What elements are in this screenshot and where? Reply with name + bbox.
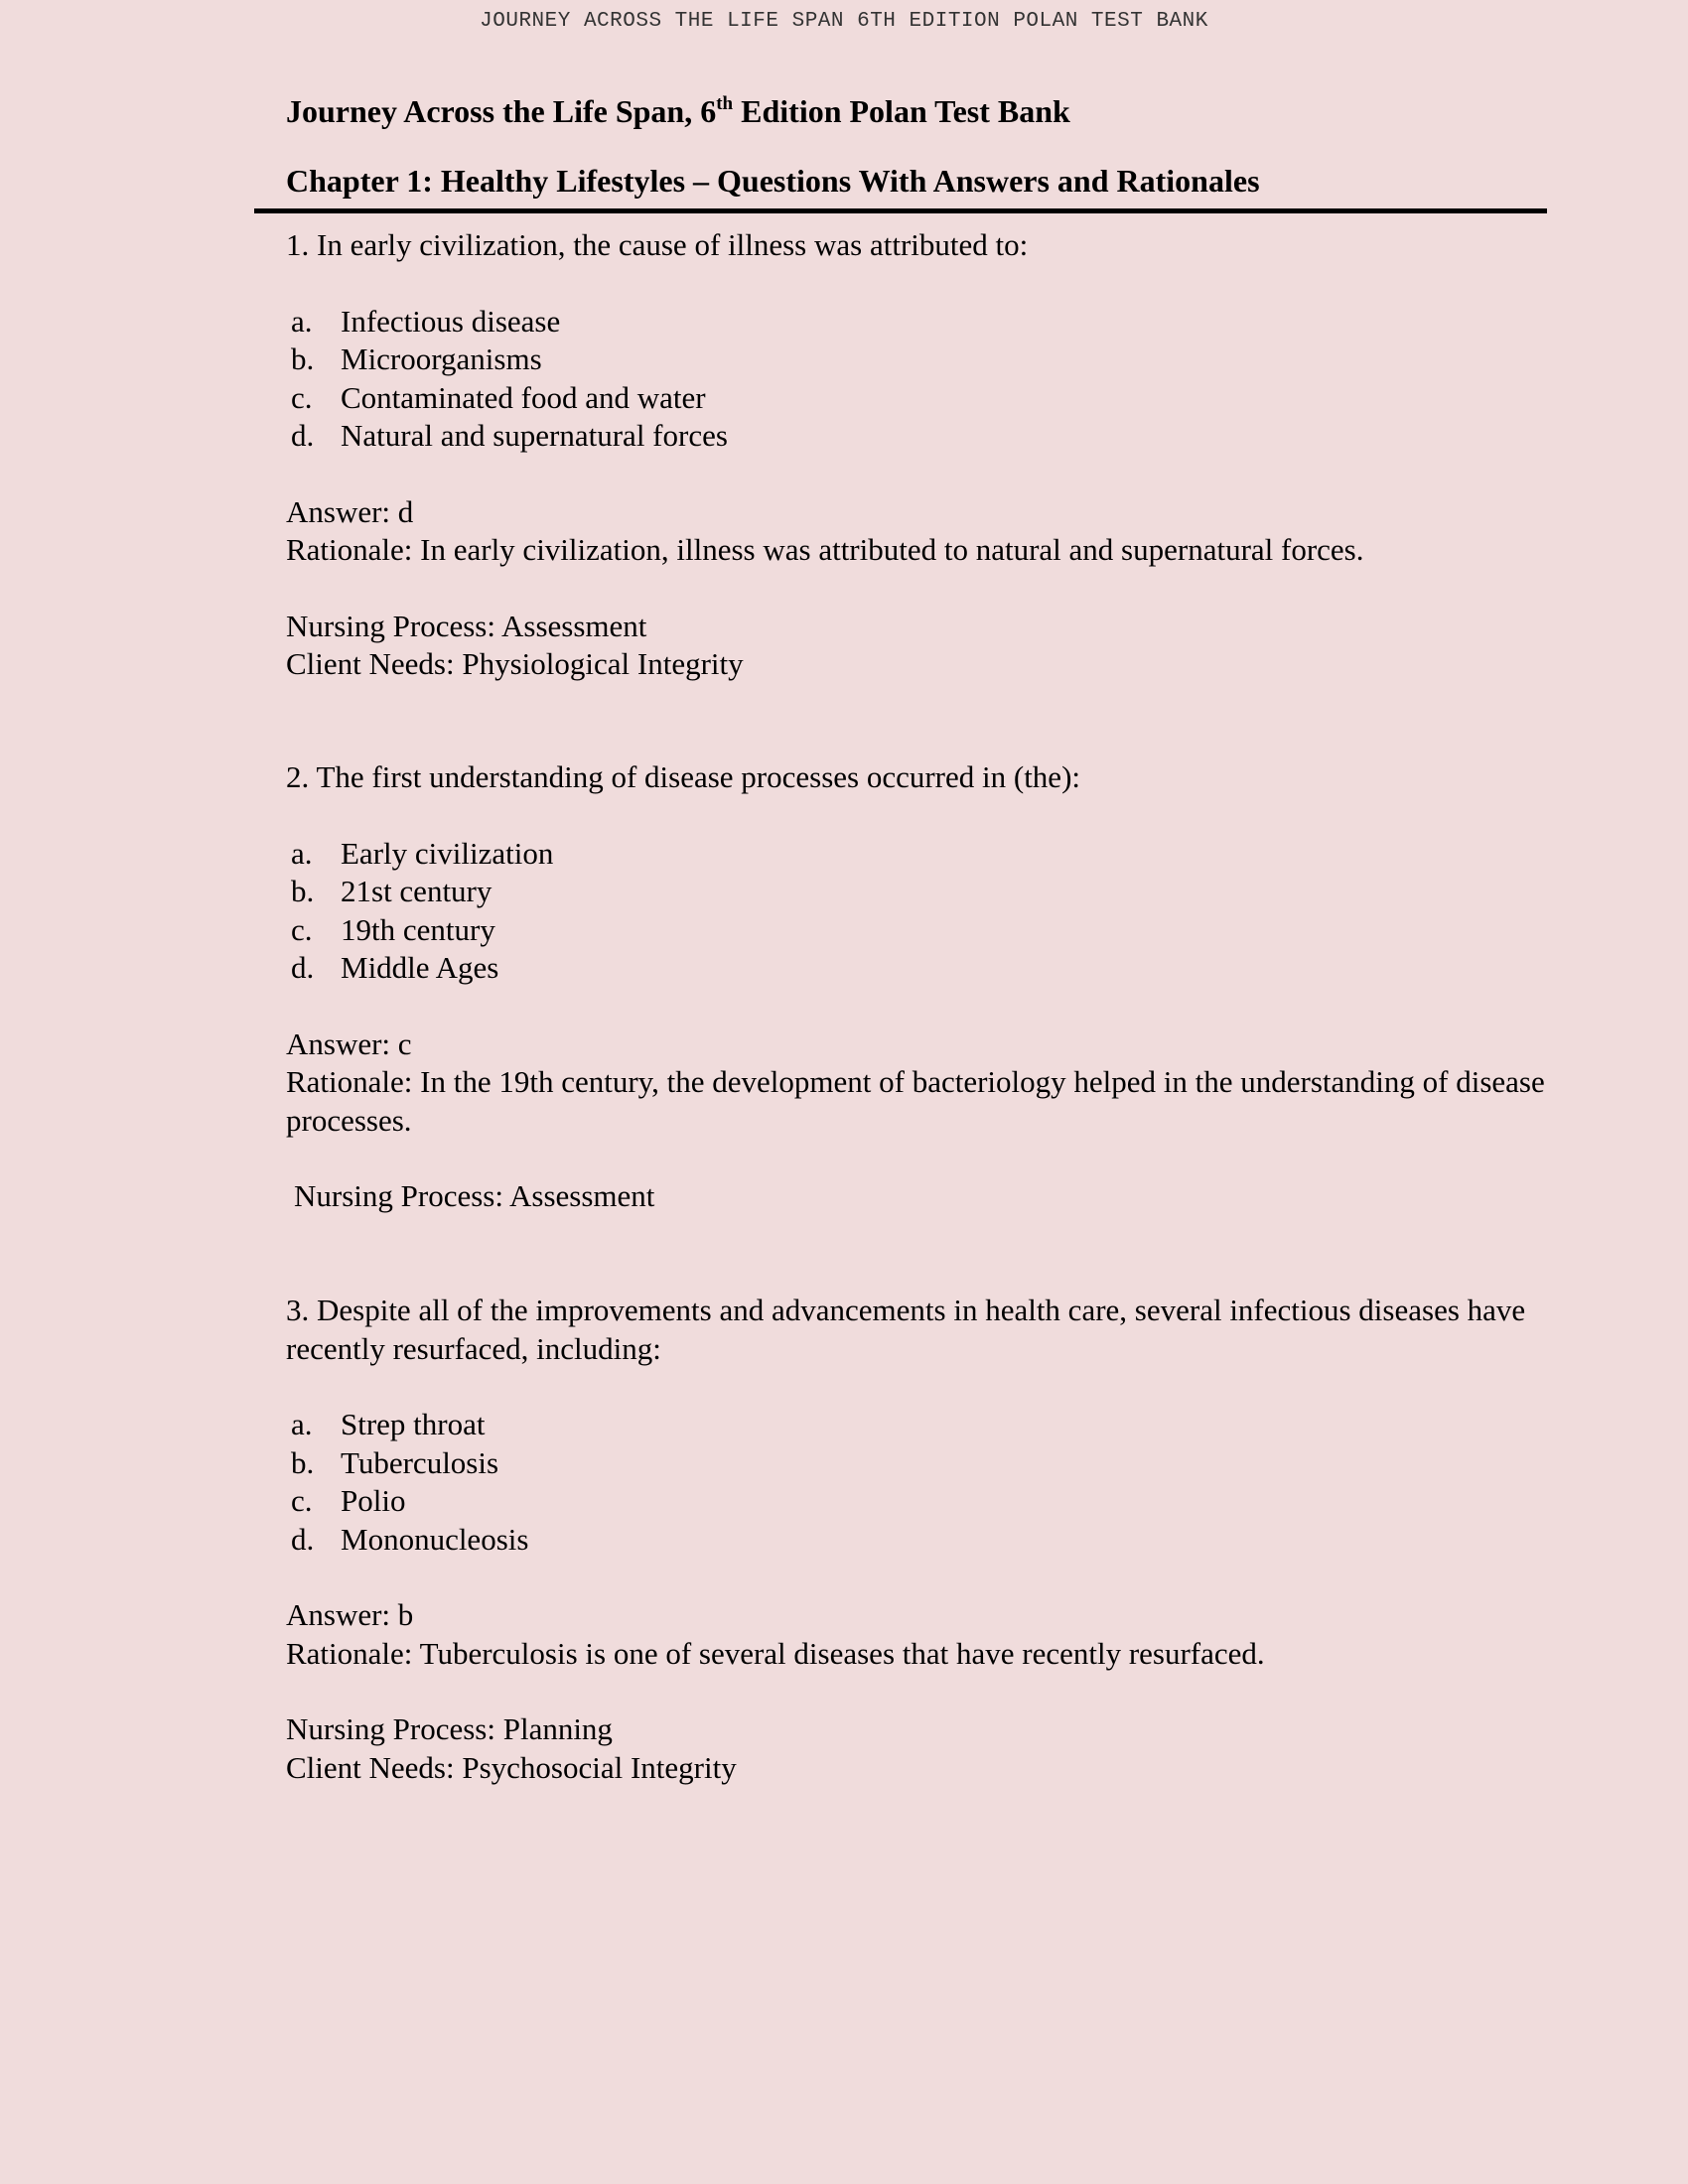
chapter-heading: Chapter 1: Healthy Lifestyles – Questions With Answers and Rationales <box>286 163 1260 199</box>
client-needs: Client Needs: Physiological Integrity <box>286 646 744 681</box>
option-item <box>286 873 1567 911</box>
rationale-text: Rationale: In the 19th century, the development of bacteriology helped in the understanding of disease processes. <box>286 1064 1545 1138</box>
rationale-text: Rationale: Tuberculosis is one of several diseases that have recently resurfaced. <box>286 1635 1265 1671</box>
option-text: Middle Ages <box>341 950 499 985</box>
option-letter: d. <box>291 418 315 453</box>
rationale-text: Rationale: In early civilization, illness was attributed to natural and supernatural forces. <box>286 532 1364 567</box>
question-2 <box>286 758 1567 1216</box>
nursing-process: Nursing Process: Assessment <box>294 1178 655 1213</box>
title-superscript: th <box>716 93 734 114</box>
options-list <box>286 835 1567 988</box>
option-letter: a. <box>291 303 313 339</box>
question-stem: 1. In early civilization, the cause of illness was attributed to: <box>286 227 1029 262</box>
option-item <box>286 303 1567 341</box>
document-title <box>286 93 1070 130</box>
answer-line: Answer: c <box>286 1025 412 1061</box>
option-text: Natural and supernatural forces <box>341 418 728 453</box>
option-item <box>286 417 1567 456</box>
heading-divider <box>254 208 1547 213</box>
option-text: Polio <box>341 1483 406 1518</box>
nursing-process: Nursing Process: Planning <box>286 1711 613 1746</box>
option-item <box>286 949 1567 988</box>
answer-line: Answer: b <box>286 1597 414 1632</box>
option-text: Contaminated food and water <box>341 379 706 415</box>
question-stem: 2. The first understanding of disease processes occurred in (the): <box>286 759 1081 794</box>
option-letter: c. <box>291 911 313 947</box>
option-text: Tuberculosis <box>341 1444 499 1480</box>
option-text: 19th century <box>341 911 495 947</box>
option-item <box>286 1521 1567 1560</box>
option-text: 21st century <box>341 874 492 908</box>
option-item <box>286 341 1567 379</box>
options-list <box>286 303 1567 456</box>
option-letter: b. <box>291 874 315 908</box>
option-item <box>286 1482 1567 1521</box>
question-1 <box>286 226 1567 684</box>
option-letter: d. <box>291 1521 315 1557</box>
answer-line: Answer: d <box>286 493 414 529</box>
option-text: Infectious disease <box>341 303 561 339</box>
title-prefix: Journey Across the Life Span, 6 <box>286 93 717 129</box>
option-letter: a. <box>291 835 313 871</box>
option-letter: b. <box>291 1444 315 1480</box>
question-stem: 3. Despite all of the improvements and advancements in health care, several infectious diseases have recently resurfaced, including: <box>286 1293 1526 1366</box>
option-letter: d. <box>291 950 315 985</box>
running-header: JOURNEY ACROSS THE LIFE SPAN 6TH EDITION POLAN TEST BANK <box>480 10 1208 33</box>
option-text: Early civilization <box>341 835 554 871</box>
option-letter: c. <box>291 1483 313 1518</box>
title-suffix: Edition Polan Test Bank <box>733 93 1070 129</box>
option-item <box>286 379 1567 418</box>
option-item <box>286 1444 1567 1483</box>
option-letter: a. <box>291 1407 313 1441</box>
client-needs: Client Needs: Psychosocial Integrity <box>286 1749 737 1785</box>
option-item <box>286 911 1567 950</box>
options-list <box>286 1406 1567 1559</box>
option-letter: c. <box>291 379 313 415</box>
option-item <box>286 835 1567 874</box>
option-text: Microorganisms <box>341 341 542 376</box>
question-3 <box>286 1292 1567 1787</box>
option-text: Mononucleosis <box>341 1521 529 1557</box>
option-letter: b. <box>291 341 315 376</box>
option-item <box>286 1406 1567 1444</box>
option-text: Strep throat <box>341 1407 486 1441</box>
nursing-process: Nursing Process: Assessment <box>286 608 647 643</box>
